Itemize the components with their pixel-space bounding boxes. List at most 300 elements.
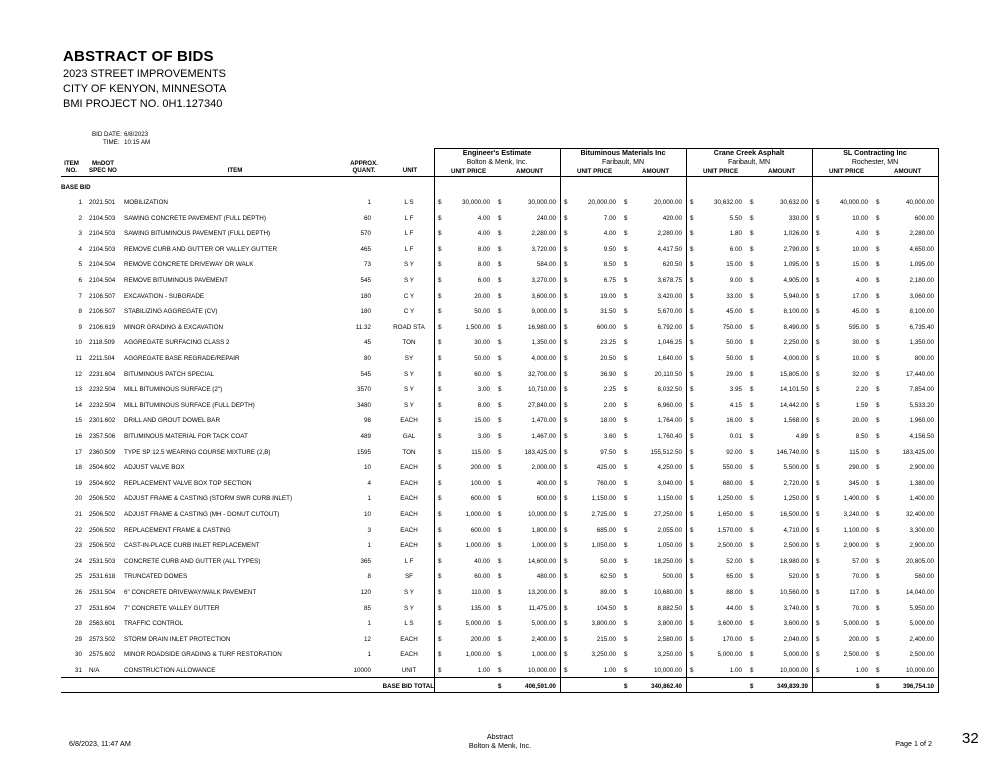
amount: 2,250.00	[783, 339, 808, 347]
bidder-name: Engineer's Estimate	[462, 148, 532, 157]
table-row	[61, 538, 939, 554]
item-number: 6	[78, 277, 82, 284]
quantity: 489	[360, 433, 371, 440]
currency-symbol: $	[624, 589, 628, 596]
spec-number: 2531.618	[89, 573, 116, 581]
currency-symbol: $	[750, 557, 754, 565]
currency-symbol: $	[438, 651, 442, 659]
spec-number: 2360.509	[89, 448, 116, 456]
unit-price: 33.00	[726, 292, 742, 300]
amount: 32,700.00	[527, 370, 556, 378]
unit-price: 65.00	[726, 573, 742, 581]
amount: 183,425.00	[524, 448, 556, 456]
currency-symbol: $	[816, 526, 820, 534]
currency-symbol: $	[624, 464, 628, 472]
unit-price: 1.80	[729, 230, 742, 238]
quantity: 80	[363, 355, 371, 362]
currency-symbol: $	[438, 542, 442, 550]
currency-symbol: $	[750, 214, 754, 222]
project-number: BMI PROJECT NO. 0H1.127340	[63, 98, 223, 110]
item-description: STORM DRAIN INLET PROTECTION	[124, 635, 231, 643]
quantity: 8	[367, 573, 371, 581]
unit-price: 44.00	[726, 604, 742, 612]
item-description: MINOR GRADING & EXCAVATION	[124, 323, 224, 331]
spec-number: 2504.602	[89, 479, 116, 487]
currency-symbol: $	[624, 433, 628, 440]
item-description: AGGREGATE SURFACING CLASS 2	[124, 339, 230, 347]
col-header-unit: UNIT	[402, 167, 418, 174]
quantity: 1	[367, 620, 371, 628]
bidder-location: Faribault, MN	[727, 159, 770, 166]
footer-doc-name: Abstract	[486, 732, 514, 741]
amount: 2,055.00	[657, 526, 682, 534]
table-row	[61, 242, 939, 258]
currency-symbol: $	[438, 230, 442, 238]
spec-number: 2106.507	[89, 292, 116, 300]
unit-price: 18.00	[600, 417, 616, 425]
amount: 10,000.00	[653, 667, 682, 674]
amount: 4,000.00	[531, 355, 556, 362]
currency-symbol: $	[876, 277, 880, 284]
currency-symbol: $	[564, 308, 568, 316]
unit-price: 89.00	[600, 589, 616, 596]
currency-symbol: $	[690, 511, 694, 518]
item-number: 15	[74, 417, 82, 425]
item-description: REPLACEMENT VALVE BOX TOP SECTION	[124, 479, 252, 487]
amount: 30,000.00	[527, 199, 556, 206]
item-number: 13	[74, 386, 82, 394]
unit-price: 1,400.00	[843, 495, 868, 503]
amount: 240.00	[536, 214, 556, 222]
unit-price: 50.00	[600, 557, 616, 565]
unit-price: 15.00	[852, 261, 868, 269]
currency-symbol: $	[438, 292, 442, 300]
currency-symbol: $	[624, 230, 628, 238]
currency-symbol: $	[564, 464, 568, 472]
currency-symbol: $	[498, 495, 502, 503]
item-number: 7	[78, 292, 82, 300]
quantity: 11.32	[355, 323, 371, 331]
quantity: 3570	[356, 386, 371, 394]
spec-number: 2531.503	[89, 557, 116, 565]
currency-symbol: $	[438, 495, 442, 503]
quantity: 60	[363, 214, 371, 222]
currency-symbol: $	[624, 635, 628, 643]
item-description: ADJUST VALVE BOX	[124, 464, 185, 472]
spec-number: 2106.507	[89, 308, 116, 316]
unit-price: 6.75	[603, 277, 616, 284]
currency-symbol: $	[750, 386, 754, 394]
spec-number: N/A	[89, 667, 100, 674]
currency-symbol: $	[750, 261, 754, 269]
amount: 600.00	[536, 495, 556, 503]
unit-price: 30.00	[852, 339, 868, 347]
spec-number: 2506.502	[89, 511, 116, 518]
currency-symbol: $	[564, 417, 568, 425]
unit-price: 8.50	[603, 261, 616, 269]
currency-symbol: $	[624, 557, 628, 565]
amount: 1,470.00	[531, 417, 556, 425]
col-header-quantity: APPROX. QUANT.	[350, 160, 378, 174]
amount: 8,100.00	[783, 308, 808, 316]
unit-price: 2,900.00	[843, 542, 868, 550]
amount: 6,735.40	[909, 323, 934, 331]
currency-symbol: $	[498, 230, 502, 238]
unit-price: 3.00	[477, 433, 490, 440]
item-number: 8	[78, 308, 82, 316]
unit-price: 60.00	[474, 573, 490, 581]
item-description: CONCRETE CURB AND GUTTER (ALL TYPES)	[124, 557, 261, 565]
currency-symbol: $	[690, 401, 694, 409]
currency-symbol: $	[564, 635, 568, 643]
unit-price: 1,250.00	[717, 495, 742, 503]
item-description: ADJUST FRAME & CASTING (STORM SWR CURB INLET)	[124, 495, 293, 503]
item-description: REMOVE CONCRETE DRIVEWAY OR WALK	[124, 261, 254, 269]
unit: S Y	[403, 261, 415, 269]
unit-price: 3,600.00	[717, 620, 742, 628]
unit-price: 20.50	[600, 355, 616, 362]
unit-price: 550.00	[722, 464, 742, 472]
amount: 1,250.00	[783, 495, 808, 503]
quantity: 1595	[356, 448, 371, 456]
amount: 2,500.00	[783, 542, 808, 550]
currency-symbol: $	[816, 323, 820, 331]
spec-number: 2104.504	[89, 261, 116, 269]
unit-price: 88.00	[726, 589, 742, 596]
currency-symbol: $	[624, 604, 628, 612]
unit-price: 5,000.00	[465, 620, 490, 628]
amount: 8,100.00	[909, 308, 934, 316]
unit-price: 600.00	[470, 526, 490, 534]
unit: S Y	[403, 370, 415, 378]
bidder-location: Bolton & Menk, Inc.	[466, 159, 528, 166]
amount: 1,400.00	[909, 495, 934, 503]
bidder-location: Rochester, MN	[851, 159, 899, 166]
currency-symbol: $	[816, 386, 820, 394]
unit: EACH	[400, 479, 418, 487]
unit-price: 110.00	[471, 589, 490, 596]
currency-symbol: $	[498, 667, 502, 674]
unit-price: 170.00	[722, 635, 742, 643]
currency-symbol: $	[690, 292, 694, 300]
unit: S Y	[403, 277, 415, 284]
amount: 4,650.00	[909, 245, 934, 253]
currency-symbol: $	[876, 308, 880, 316]
currency-symbol: $	[564, 339, 568, 347]
table-row	[61, 476, 939, 492]
item-description: TYPE SP 12.5 WEARING COURSE MIXTURE (2,B)	[124, 448, 271, 456]
unit-price: 760.00	[596, 479, 616, 487]
currency-symbol: $	[750, 355, 754, 362]
amount: 2,720.00	[783, 479, 808, 487]
currency-symbol: $	[438, 557, 442, 565]
unit-price: 20.00	[474, 292, 490, 300]
amount: 27,840.00	[527, 401, 556, 409]
currency-symbol: $	[498, 386, 502, 394]
amount: 3,720.00	[531, 245, 556, 253]
spec-number: 2232.504	[89, 401, 116, 409]
amount: 2,500.00	[909, 651, 934, 659]
unit-price: 16.00	[726, 417, 742, 425]
spec-number: 2104.504	[89, 277, 116, 284]
unit: L F	[404, 557, 414, 565]
unit-price: 425.00	[596, 464, 616, 472]
unit-price: 97.50	[600, 448, 616, 456]
currency-symbol: $	[876, 401, 880, 409]
currency-symbol: $	[816, 199, 820, 206]
unit-price: 600.00	[596, 323, 616, 331]
currency-symbol: $	[816, 495, 820, 503]
item-description: MOBILIZATION	[124, 199, 168, 206]
quantity: 545	[360, 277, 371, 284]
unit: SY	[404, 355, 414, 362]
amount: 2,400.00	[531, 635, 556, 643]
item-number: 12	[74, 370, 82, 378]
col-header-spec-no: MnDOT SPEC NO	[89, 160, 117, 174]
amount: 1,760.40	[657, 433, 682, 440]
total-amount: 406,591.00	[525, 683, 556, 690]
currency-symbol: $	[498, 683, 502, 690]
unit-price: 30,632.00	[713, 199, 742, 206]
amount: 2,180.00	[909, 277, 934, 284]
currency-symbol: $	[624, 417, 628, 425]
currency-symbol: $	[816, 635, 820, 643]
currency-symbol: $	[498, 635, 502, 643]
currency-symbol: $	[438, 635, 442, 643]
unit-price: 8.50	[855, 433, 868, 440]
currency-symbol: $	[564, 261, 568, 269]
currency-symbol: $	[564, 277, 568, 284]
unit-price: 50.00	[726, 339, 742, 347]
section-label: BASE BID	[61, 184, 91, 191]
currency-symbol: $	[876, 245, 880, 253]
currency-symbol: $	[816, 401, 820, 409]
currency-symbol: $	[690, 339, 694, 347]
unit-price: 5,000.00	[717, 651, 742, 659]
unit-price: 40,000.00	[839, 199, 868, 206]
table-row	[61, 429, 939, 445]
spec-number: 2531.604	[89, 604, 116, 612]
table-row	[61, 289, 939, 305]
item-number: 31	[74, 667, 82, 674]
amount: 1,380.00	[909, 479, 934, 487]
amount: 8,032.50	[657, 386, 682, 394]
page-indicator: Page 1 of 2	[895, 739, 932, 748]
quantity: 1	[367, 199, 371, 206]
amount: 420.00	[662, 214, 682, 222]
spec-number: 2104.503	[89, 245, 116, 253]
table-row	[61, 195, 939, 211]
unit-price: 52.00	[726, 557, 742, 565]
spec-number: 2106.619	[89, 323, 116, 331]
unit-price: 750.00	[722, 323, 742, 331]
currency-symbol: $	[876, 355, 880, 362]
currency-symbol: $	[498, 323, 502, 331]
currency-symbol: $	[498, 604, 502, 612]
currency-symbol: $	[876, 323, 880, 331]
unit-price: 15.00	[474, 417, 490, 425]
currency-symbol: $	[750, 433, 754, 440]
currency-symbol: $	[816, 620, 820, 628]
spec-number: 2232.504	[89, 386, 116, 394]
currency-symbol: $	[564, 323, 568, 331]
table-row	[61, 647, 939, 663]
spec-number: 2504.602	[89, 464, 116, 472]
currency-symbol: $	[624, 370, 628, 378]
unit-price: 92.00	[726, 448, 742, 456]
currency-symbol: $	[816, 370, 820, 378]
quantity: 545	[360, 370, 371, 378]
currency-symbol: $	[876, 464, 880, 472]
item-description: CONSTRUCTION ALLOWANCE	[124, 667, 216, 674]
amount: 3,678.75	[657, 277, 682, 284]
unit: EACH	[400, 417, 418, 425]
unit-price: 70.00	[852, 573, 868, 581]
currency-symbol: $	[498, 355, 502, 362]
currency-symbol: $	[438, 261, 442, 269]
amount: 2,400.00	[909, 635, 934, 643]
currency-symbol: $	[690, 604, 694, 612]
currency-symbol: $	[750, 339, 754, 347]
currency-symbol: $	[498, 199, 502, 206]
currency-symbol: $	[750, 479, 754, 487]
currency-symbol: $	[750, 542, 754, 550]
table-row	[61, 257, 939, 273]
unit-price: 2,500.00	[717, 542, 742, 550]
unit-price: 70.00	[852, 604, 868, 612]
currency-symbol: $	[564, 370, 568, 378]
quantity: 85	[363, 604, 371, 612]
unit-price: 4.00	[855, 277, 868, 284]
item-number: 25	[74, 573, 82, 581]
amount: 1,000.00	[531, 651, 556, 659]
amount: 146,740.00	[776, 448, 808, 456]
unit-price: 4.00	[855, 230, 868, 238]
amount: 8,882.50	[657, 604, 682, 612]
currency-symbol: $	[498, 542, 502, 550]
unit-price: 4.15	[729, 401, 742, 409]
item-description: REPLACEMENT FRAME & CASTING	[124, 526, 231, 534]
currency-symbol: $	[624, 526, 628, 534]
unit-price: 0.01	[729, 433, 742, 440]
amount: 15,805.00	[779, 370, 808, 378]
currency-symbol: $	[750, 464, 754, 472]
quantity: 10	[363, 511, 371, 518]
currency-symbol: $	[750, 323, 754, 331]
amount: 5,533.20	[909, 401, 934, 409]
currency-symbol: $	[690, 214, 694, 222]
spec-number: 2506.502	[89, 526, 116, 534]
total-amount: 340,862.40	[651, 683, 682, 690]
amount: 2,040.00	[783, 635, 808, 643]
currency-symbol: $	[498, 573, 502, 581]
unit-price: 10.00	[852, 245, 868, 253]
currency-symbol: $	[624, 651, 628, 659]
bidder-header-engineer-s-estimate	[434, 147, 560, 175]
amount: 32,400.00	[905, 511, 934, 518]
table-row	[61, 413, 939, 429]
item-number: 27	[74, 604, 82, 612]
unit-price: 17.00	[852, 292, 868, 300]
table-row	[61, 507, 939, 523]
unit-price: 8.00	[477, 245, 490, 253]
amount: 3,060.00	[909, 292, 934, 300]
currency-symbol: $	[564, 526, 568, 534]
currency-symbol: $	[876, 557, 880, 565]
currency-symbol: $	[438, 245, 442, 253]
currency-symbol: $	[564, 604, 568, 612]
amount: 1,350.00	[531, 339, 556, 347]
bid-date-value: 6/8/2023	[124, 131, 149, 138]
currency-symbol: $	[750, 589, 754, 596]
currency-symbol: $	[690, 573, 694, 581]
currency-symbol: $	[438, 667, 442, 674]
currency-symbol: $	[564, 230, 568, 238]
unit: UNIT	[401, 667, 417, 674]
unit-price: 2.20	[855, 386, 868, 394]
unit-price: 30.00	[474, 339, 490, 347]
quantity: 120	[360, 589, 371, 596]
table-row	[61, 445, 939, 461]
unit-price: 9.00	[729, 277, 742, 284]
currency-symbol: $	[690, 308, 694, 316]
item-number: 1	[78, 199, 82, 206]
currency-symbol: $	[876, 339, 880, 347]
unit: EACH	[400, 542, 418, 550]
col-header-amount: AMOUNT	[642, 168, 670, 175]
currency-symbol: $	[816, 245, 820, 253]
item-description: TRUNCATED DOMES	[124, 573, 188, 581]
item-description: REMOVE CURB AND GUTTER OR VALLEY GUTTER	[124, 245, 278, 253]
item-number: 19	[74, 479, 82, 487]
unit: S Y	[403, 401, 415, 409]
amount: 3,420.00	[657, 292, 682, 300]
spec-number: 2104.503	[89, 230, 116, 238]
amount: 620.50	[662, 261, 682, 269]
amount: 16,500.00	[779, 511, 808, 518]
currency-symbol: $	[438, 339, 442, 347]
currency-symbol: $	[876, 604, 880, 612]
currency-symbol: $	[564, 448, 568, 456]
unit: L S	[404, 620, 414, 628]
spec-number: 2301.602	[89, 417, 116, 425]
item-number: 5	[78, 261, 82, 269]
table-row	[61, 601, 939, 617]
currency-symbol: $	[750, 308, 754, 316]
spec-number: 2357.506	[89, 433, 116, 440]
unit-price: 115.00	[849, 448, 868, 456]
currency-symbol: $	[498, 526, 502, 534]
currency-symbol: $	[498, 464, 502, 472]
unit-price: 62.50	[600, 573, 616, 581]
quantity: 1	[367, 495, 371, 503]
currency-symbol: $	[876, 511, 880, 518]
currency-symbol: $	[876, 433, 880, 440]
spec-number: 2506.502	[89, 542, 116, 550]
table-row	[61, 554, 939, 570]
amount: 800.00	[914, 355, 934, 362]
amount: 10,680.00	[653, 589, 682, 596]
item-description: REMOVE BITUMINOUS PAVEMENT	[124, 277, 229, 284]
unit-price: 40.00	[474, 557, 490, 565]
unit: S Y	[403, 386, 415, 394]
currency-symbol: $	[690, 526, 694, 534]
unit-price: 9.50	[603, 245, 616, 253]
currency-symbol: $	[624, 339, 628, 347]
currency-symbol: $	[690, 230, 694, 238]
currency-symbol: $	[438, 604, 442, 612]
amount: 4,417.50	[657, 245, 682, 253]
